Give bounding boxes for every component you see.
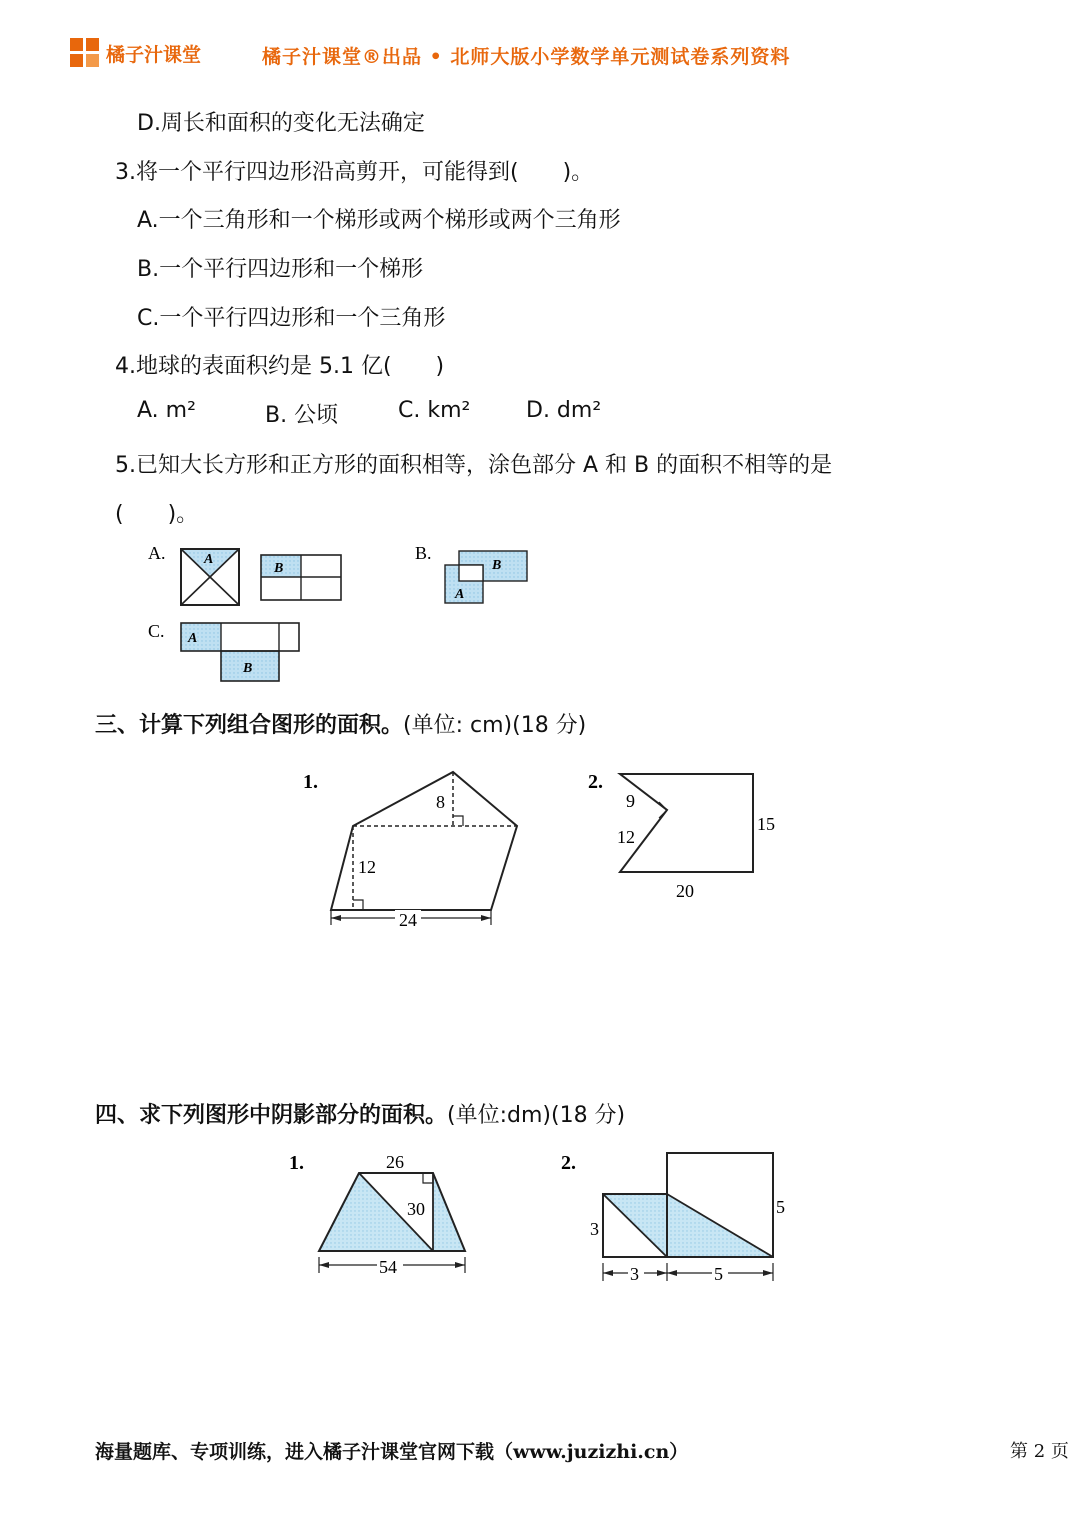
q4-stem: 4.地球的表面积约是 5.1 亿( ): [115, 354, 445, 379]
section4-unit: (单位:dm)(18 分): [447, 1103, 626, 1128]
q5-blank: ( )。: [115, 502, 199, 527]
section3-unit: (单位: cm)(18 分): [403, 713, 587, 738]
section3-title: 三、计算下列组合图形的面积。: [95, 713, 404, 738]
q5-fig-b-letter-a: A: [455, 587, 465, 602]
q4-option-a: A. m²: [137, 398, 196, 423]
page-number: 第 2 页: [1010, 1441, 1069, 1462]
q3-option-b: B.一个平行四边形和一个梯形: [137, 257, 424, 282]
s4-fig2-label-bottom-5: 5: [714, 1264, 723, 1284]
s3-fig2-label-12: 12: [617, 827, 635, 847]
s3-fig2-num: 2.: [588, 771, 603, 793]
s4-fig2-label-right-5: 5: [776, 1197, 785, 1217]
q2-option-d: D.周长和面积的变化无法确定: [137, 111, 425, 136]
s3-fig1-label-12: 12: [358, 857, 376, 877]
s4-fig1-label-26: 26: [386, 1152, 404, 1172]
s3-fig1-num: 1.: [303, 771, 318, 793]
section4-title: 四、求下列图形中阴影部分的面积。: [95, 1103, 448, 1128]
s3-fig1-shape: [331, 772, 517, 910]
s3-fig1-label-8: 8: [436, 792, 445, 812]
q5-figures: [140, 535, 560, 690]
s3-fig1-label-24: 24: [399, 910, 417, 930]
s3-fig2-label-15: 15: [757, 814, 775, 834]
s3-fig2-label-9: 9: [626, 791, 635, 811]
q5-fig-c-shade-a: [181, 623, 221, 651]
footer-promo: 海量题库、专项训练，进入橘子汁课堂官网下载（www.juzizhi.cn）: [95, 1441, 689, 1463]
s4-fig1-label-30: 30: [407, 1199, 425, 1219]
header-title: 橘子汁课堂®出品 • 北师大版小学数学单元测试卷系列资料: [262, 46, 791, 68]
s3-fig2-label-20: 20: [676, 881, 694, 901]
section4-figures: [285, 1145, 805, 1290]
logo-text: 橘子汁课堂: [106, 44, 202, 66]
q5-fig-b-letter-b: B: [492, 558, 502, 573]
q5-stem: 5.已知大长方形和正方形的面积相等，涂色部分 A 和 B 的面积不相等的是: [115, 453, 833, 478]
section3-heading: [95, 708, 586, 739]
section4-heading: [95, 1098, 625, 1129]
s4-fig2-label-left-3: 3: [590, 1219, 599, 1239]
s3-fig2-shape: [620, 774, 753, 872]
q3-option-a: A.一个三角形和一个梯形或两个梯形或两个三角形: [137, 208, 621, 233]
q4-option-c: C. km²: [398, 398, 471, 423]
q4-option-d: D. dm²: [526, 398, 602, 423]
q3-option-c: C.一个平行四边形和一个三角形: [137, 306, 446, 331]
s4-fig2-num: 2.: [561, 1152, 576, 1174]
section3-figures: [295, 760, 795, 935]
q5-fig-c-letter-b: B: [243, 661, 253, 676]
s4-fig1-label-54: 54: [379, 1257, 397, 1277]
q3-stem: 3.将一个平行四边形沿高剪开，可能得到( )。: [115, 160, 594, 185]
logo-icon: [70, 38, 100, 68]
q4-option-b: B. 公顷: [265, 403, 339, 428]
q5-fig-c-letter-a: A: [188, 631, 198, 646]
q5-fig-a-letter-a: A: [204, 552, 214, 567]
s4-fig1-num: 1.: [289, 1152, 304, 1174]
q5-fig-a-label: A.: [148, 543, 166, 563]
q5-fig-c-label: C.: [148, 621, 165, 641]
s4-fig2-label-bottom-3: 3: [630, 1264, 639, 1284]
q5-fig-a-letter-b: B: [274, 561, 284, 576]
q5-fig-b-label: B.: [415, 543, 432, 563]
